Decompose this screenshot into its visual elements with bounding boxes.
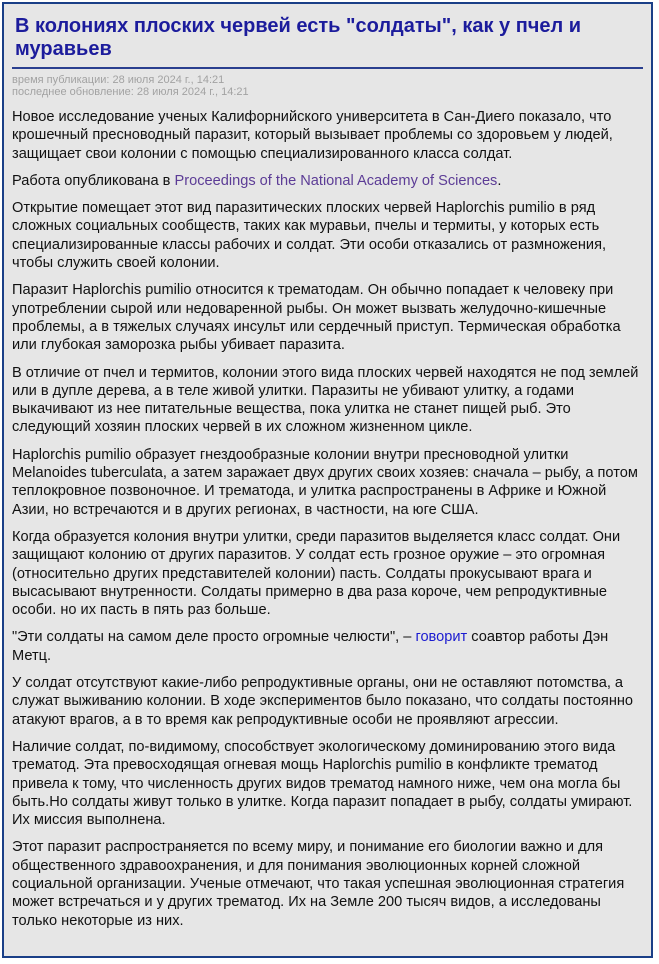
updated-time: последнее обновление: 28 июля 2024 г., 14:21	[12, 86, 249, 98]
paragraph-dominance: Наличие солдат, по-видимому, способствует экологическому доминированию этого вида трематод. Эта превосходящая огневая мощь Haplorchis pumilio в конфликте трематод привела к тому, что численность других видов трематод намного ниже, чем она могла бы быть.Но солдаты живут только в улитке. Когда паразит попадает в рыбу, солдаты умирают. Их миссия выполнена.	[12, 738, 633, 829]
said-link[interactable]: говорит	[415, 629, 468, 646]
paragraph-discovery: Открытие помещает этот вид паразитических плоских червей Haplorchis pumilio в ряд сложных социальных сообществ, таких как муравьи, пчелы и термиты, у которых есть специализированные классы рабочих и солдат. Эти особи отказались от размножения, чтобы служить своей колонии.	[12, 200, 607, 272]
published-time: время публикации: 28 июля 2024 г., 14:21	[12, 74, 225, 86]
article-frame	[2, 2, 653, 958]
paragraph-quote	[12, 628, 643, 665]
article-body	[12, 108, 643, 930]
quote-text-before: "Эти солдаты на самом деле просто огромные челюсти", –	[12, 629, 416, 646]
publication-text-after: .	[497, 172, 502, 189]
paragraph-snail-host: В отличие от пчел и термитов, колонии этого вида плоских червей находятся не под землей или в дупле дерева, а в теле живой улитки. Паразиты не убивают улитку, а годами выкачивают из нее питательные вещества, пока улитка не станет пищей рыб. Это следующий хозяин плоских червей в их сложном жизненном цикле.	[12, 364, 639, 436]
pnas-link[interactable]: Proceedings of the National Academy of Sciences	[174, 172, 498, 189]
paragraph-trematode: Паразит Haplorchis pumilio относится к трематодам. Он обычно попадает к человеку при употреблении сырой или недоваренной рыбы. Он может вызвать желудочно-кишечные проблемы, а в тяжелых случаях инсульт или сердечный приступ. Термическая обработка или глубокая заморозка рыбы убивает паразита.	[12, 282, 621, 354]
paragraph-intro: Новое исследование ученых Калифорнийского университета в Сан-Диего показало, что крошечный пресноводный паразит, который вызывает проблемы со здоровьем у людей, защищает свои колонии с помощью специализированного класса солдат.	[12, 109, 613, 162]
paragraph-publication	[12, 172, 643, 190]
article-meta	[12, 74, 643, 98]
paragraph-soldiers: Когда образуется колония внутри улитки, среди паразитов выделяется класс солдат. Они защищают колонию от других паразитов. У солдат есть грозное оружие – это огромная (относительно других представителей колонии) пасть. Солдаты прокусывают врага и высасывают внутренности. Солдаты примерно в два раза короче, чем репродуктивные особи. но их пасть в пять раз больше.	[12, 528, 621, 619]
paragraph-no-reproduction: У солдат отсутствуют какие-либо репродуктивные органы, они не оставляют потомства, а служат выживанию колонии. В ходе экспериментов было показано, что солдаты постоянно атакуют врагов, а в то время как репродуктивные особи не проявляют агрессии.	[12, 675, 634, 728]
paragraph-conclusion: Этот паразит распространяется по всему миру, и понимание его биологии важно и для общественного здравоохранения, и для понимания эволюционных корней сложной социальной организации. Ученые отмечают, что такая успешная эволюционная стратегия может встречаться и у других трематод. Их на Земле 200 тысяч видов, а исследованы только некоторые из них.	[12, 839, 625, 929]
paragraph-life-cycle: Haplorchis pumilio образует гнездообразные колонии внутри пресноводной улитки Melanoides tuberculata, а затем заражает двух других своих хозяев: сначала – рыбу, а потом теплокровное позвоночное. И трематода, и улитка распространены в Африке и Южной Азии, но встречаются и в других регионах, в частности, на юге США.	[12, 446, 638, 518]
article-title: В колониях плоских червей есть "солдаты", как у пчел и муравьев	[12, 11, 643, 69]
publication-text-before: Работа опубликована в	[12, 172, 175, 189]
quote-text-after: соавтор работы Дэн Метц.	[12, 629, 609, 664]
